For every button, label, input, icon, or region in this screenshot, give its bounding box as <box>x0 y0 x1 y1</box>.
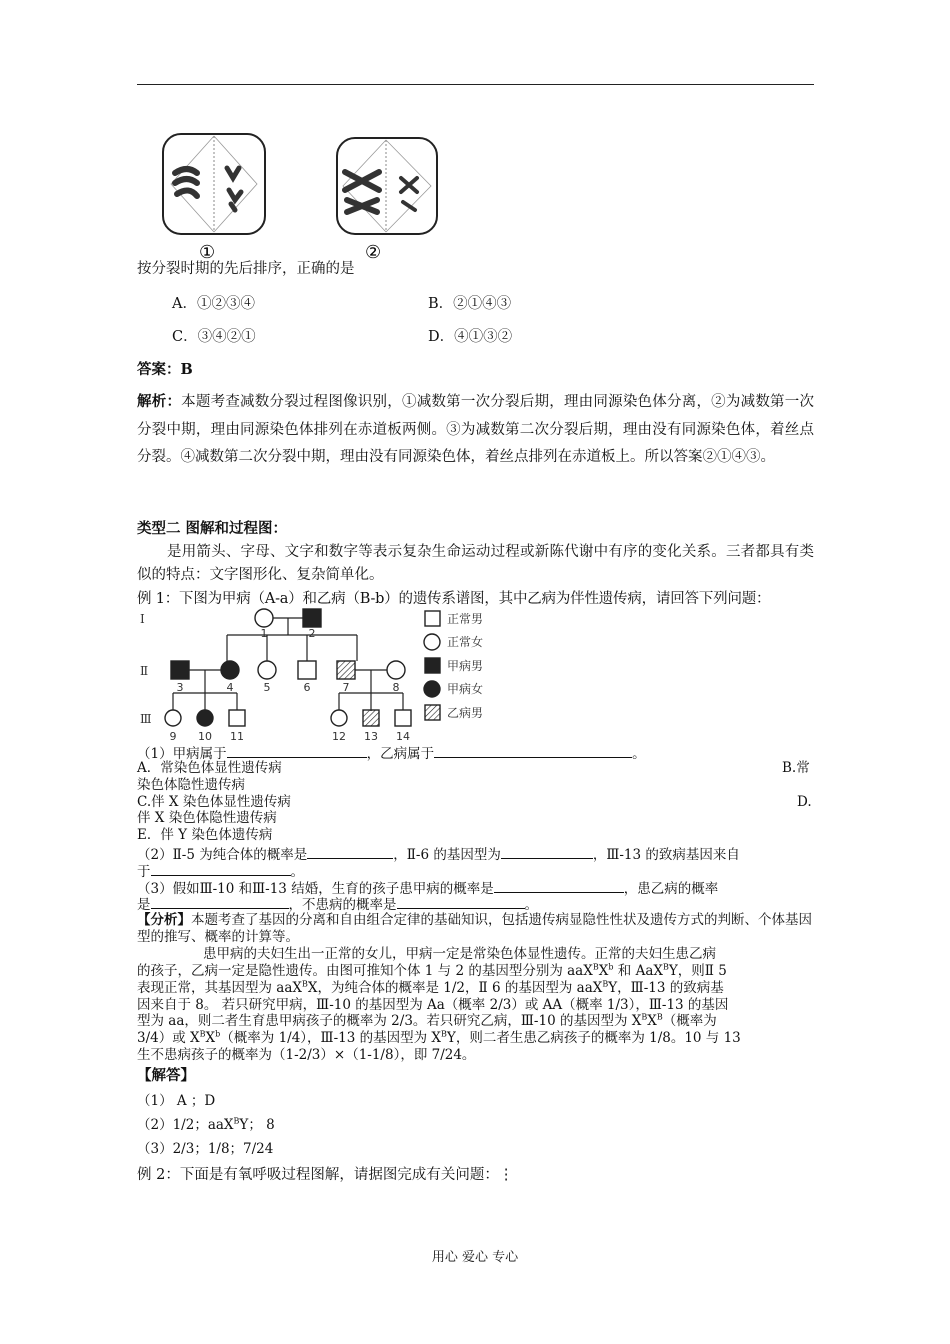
fenxi-l6-sup3: B <box>441 1029 447 1039</box>
fenxi-l6a: 3/4）或 X <box>137 1030 200 1046</box>
option-d: D．④①③② <box>428 329 513 345</box>
section-intro: 是用箭头、字母、文字和数字等表示复杂生命运动过程或新陈代谢中有序的变化关系。三者都具有类似的特点：文字图形化、复杂简单化。 <box>137 544 814 583</box>
num-12: 12 <box>332 730 346 743</box>
q2-blank-2 <box>501 844 593 859</box>
option-c: C．③④②① <box>172 329 256 345</box>
num-10: 10 <box>198 730 212 743</box>
analysis-block <box>137 912 814 946</box>
q2-text-a: （2）Ⅱ-5 为纯合体的概率是 <box>137 847 308 863</box>
fenxi-label: 【分析】 <box>137 912 191 928</box>
fenxi-l6-sup1: B <box>199 1029 206 1039</box>
q1-option-e: E．伴 Y 染色体遗传病 <box>137 827 273 843</box>
q3-text-d: ，不患病的概率是 <box>288 897 397 913</box>
individual-5 <box>258 661 276 679</box>
q3-blank-2 <box>151 894 289 909</box>
gen-label-3: Ⅲ <box>140 712 152 726</box>
q1-blank-yi <box>434 743 632 758</box>
individual-9 <box>165 710 181 726</box>
fenxi-line-5 <box>137 1013 717 1029</box>
fenxi-intro: 本题考查了基因的分离和自由组合定律的基础知识，包括遗传病显隐性性状及遗传方式的判断、个体基因型的推写、概率的计算等。 <box>137 912 812 945</box>
fenxi-l5a: 型为 aa，则二者生育患甲病孩子的概率为 2/3。若只研究乙病，Ⅲ-10 的基因型为 X <box>137 1013 642 1029</box>
q2-text-d: 于 <box>137 864 151 880</box>
fenxi-l3-sup1: B <box>302 979 308 989</box>
num-9: 9 <box>169 730 177 743</box>
fenxi-l3a: 表现正常，其基因型为 aaX <box>137 980 302 996</box>
question-stem: 按分裂时期的先后排序，正确的是 <box>137 261 355 277</box>
individual-14 <box>395 710 411 726</box>
jieda-a2a: （2）1/2；aaX <box>137 1117 234 1133</box>
jieda-answer-2 <box>137 1117 275 1133</box>
individual-13 <box>363 710 379 726</box>
cell-1-label: ① <box>199 242 216 263</box>
q2-text-b: ，Ⅱ-6 的基因型为 <box>393 847 501 863</box>
q3-text-a: （3）假如Ⅲ-10 和Ⅲ-13 结婚，生育的孩子患甲病的概率是 <box>137 881 494 897</box>
num-7: 7 <box>342 681 350 694</box>
q1-text-b: ，乙病属于 <box>366 746 435 762</box>
fenxi-line-4: 因来自于 8。 若只研究甲病，Ⅲ-10 的基因型为 Aa（概率 2/3）或 AA（概率 1/3），Ⅲ-13 的基因 <box>137 997 729 1013</box>
q3-blank-1 <box>494 878 624 893</box>
num-13: 13 <box>364 730 378 743</box>
fenxi-line-2 <box>137 963 727 979</box>
analysis-label: 解析： <box>137 393 182 410</box>
num-14: 14 <box>396 730 410 743</box>
q1-option-b-part1: B.常 <box>782 760 810 776</box>
cell-2-image <box>337 138 437 234</box>
num-2: 2 <box>308 627 316 640</box>
fenxi-l2b: X <box>598 963 609 979</box>
legend-label-5: 乙病男 <box>447 706 484 720</box>
fenxi-l2-sup2: b <box>608 962 614 972</box>
jieda-answer-1: （1） A ；D <box>137 1093 216 1109</box>
individual-11 <box>229 710 245 726</box>
jieda-a2b: Y； 8 <box>239 1117 275 1133</box>
cell-1-image <box>163 134 265 234</box>
fenxi-l5b: X <box>647 1013 657 1029</box>
q2-blank-1 <box>307 844 393 859</box>
pedigree-chart <box>137 603 527 745</box>
q2-blank-3 <box>151 861 291 876</box>
legend-jia-male-symbol <box>425 658 440 673</box>
q3-blank-3 <box>397 894 525 909</box>
fenxi-l2-sup1: B <box>592 962 599 972</box>
fenxi-l6b: X <box>205 1030 216 1046</box>
answer: 答案：B <box>137 361 193 378</box>
cell-2-label: ② <box>365 242 382 263</box>
meiosis-figure <box>155 128 445 263</box>
q3-text-b: ，患乙病的概率 <box>623 881 719 897</box>
fenxi-line-3 <box>137 980 724 996</box>
num-11: 11 <box>230 730 244 743</box>
fenxi-l5-sup1: B <box>641 1012 648 1022</box>
fenxi-l6-sup2: b <box>215 1029 221 1039</box>
num-5: 5 <box>263 681 271 694</box>
fenxi-line-7: 生不患病孩子的概率为（1-2/3）×（1-1/8），即 7/24。 <box>137 1047 476 1063</box>
fenxi-l3c: Y，Ⅲ-13 的致病基 <box>608 980 724 996</box>
section-heading: 类型二 图解和过程图： <box>137 520 288 537</box>
option-b: B．②①④③ <box>428 296 512 312</box>
fenxi-l3b: X，为纯合体的概率是 1/2，Ⅱ 6 的基因型为 aaX <box>307 980 603 996</box>
legend-label-4: 甲病女 <box>447 682 484 696</box>
q1-option-d-part2: 伴 X 染色体隐性遗传病 <box>137 810 277 826</box>
legend-label-2: 正常女 <box>447 635 484 649</box>
q3-text-c: 是 <box>137 897 151 913</box>
individual-2 <box>303 609 321 627</box>
individual-12 <box>331 710 347 726</box>
legend-normal-female-symbol <box>424 634 440 650</box>
example-2-prompt: 例 2：下面是有氧呼吸过程图解，请据图完成有关问题：⋮ <box>137 1167 514 1183</box>
q1-option-a: A．常染色体显性遗传病 <box>137 760 282 776</box>
legend-normal-male-symbol <box>425 611 440 626</box>
fenxi-l5-sup2: B <box>656 1012 663 1022</box>
q1-text-a: （1）甲病属于 <box>137 746 227 762</box>
num-6: 6 <box>303 681 311 694</box>
q2-text-c: ，Ⅲ-13 的致病基因来自 <box>592 847 740 863</box>
analysis-text: 本题考查减数分裂过程图像识别，①减数第一次分裂后期，理由同源染色体分离，②为减数第一次分裂中期，理由同源染色体排列在赤道板两侧。③为减数第二次分裂后期，理由没有同源染色体，着丝点分裂。④减数第二次分裂中期，理由没有同源染色体，着丝点排列在赤道板上。所以答案②①④③。 <box>137 394 815 465</box>
legend-yi-male-symbol <box>425 705 440 720</box>
legend-jia-female-symbol <box>424 681 440 697</box>
gen-label-1: Ⅰ <box>140 612 145 626</box>
page-footer: 用心 爱心 专心 <box>431 1250 519 1265</box>
num-8: 8 <box>392 681 400 694</box>
analysis-paragraph <box>137 388 814 472</box>
option-a: A．①②③④ <box>172 296 255 312</box>
num-1: 1 <box>260 627 268 640</box>
individual-6 <box>298 661 316 679</box>
q2-text-e: 。 <box>290 864 304 880</box>
individual-1 <box>255 609 273 627</box>
fenxi-l2a: 的孩子，乙病一定是隐性遗传。由图可推知个体 1 与 2 的基因型分别为 aaX <box>137 963 593 979</box>
header-rule <box>137 84 814 85</box>
num-3: 3 <box>176 681 184 694</box>
fenxi-l2-sup3: B <box>662 962 669 972</box>
fenxi-line-6 <box>137 1030 741 1046</box>
jieda-answer-3: （3）2/3；1/8；7/24 <box>137 1141 274 1157</box>
q1-option-c: C.伴 X 染色体显性遗传病 <box>137 794 291 810</box>
individual-3 <box>171 661 189 679</box>
individual-4 <box>221 661 239 679</box>
q1-text-c: 。 <box>632 746 646 762</box>
fenxi-l6c: （概率为 1/4），Ⅲ-13 的基因型为 X <box>220 1030 442 1046</box>
jieda-label: 【解答】 <box>137 1067 195 1084</box>
num-4: 4 <box>226 681 234 694</box>
fenxi-line-1: 患甲病的夫妇生出一正常的女儿，甲病一定是常染色体显性遗传。正常的夫妇生患乙病 <box>203 946 716 962</box>
fenxi-l2d: Y，则Ⅱ 5 <box>668 963 727 979</box>
q1-option-d-part1: D. <box>797 794 812 810</box>
q1-blank-jia <box>227 743 367 758</box>
individual-10 <box>197 710 213 726</box>
q3-line-2 <box>137 894 538 913</box>
individual-8 <box>387 661 405 679</box>
jieda-a2-sup: B <box>233 1116 240 1126</box>
q3-text-e: 。 <box>524 897 538 913</box>
fenxi-l6d: Y，则二者生患乙病孩子的概率为 1/8。10 与 13 <box>446 1030 741 1046</box>
individual-7 <box>337 661 355 679</box>
gen-label-2: Ⅱ <box>140 664 149 678</box>
fenxi-l2c: 和 AaX <box>613 963 663 979</box>
q1-option-b-part2: 染色体隐性遗传病 <box>137 777 245 793</box>
legend-label-3: 甲病男 <box>447 659 484 673</box>
legend-label-1: 正常男 <box>447 612 484 626</box>
fenxi-l3-sup2: B <box>602 979 609 989</box>
example-1-prompt: 例 1：下图为甲病（A-a）和乙病（B-b）的遗传系谱图，其中乙病为伴性遗传病，请回答下列问题： <box>137 591 771 607</box>
fenxi-l5c: （概率为 <box>662 1013 717 1029</box>
